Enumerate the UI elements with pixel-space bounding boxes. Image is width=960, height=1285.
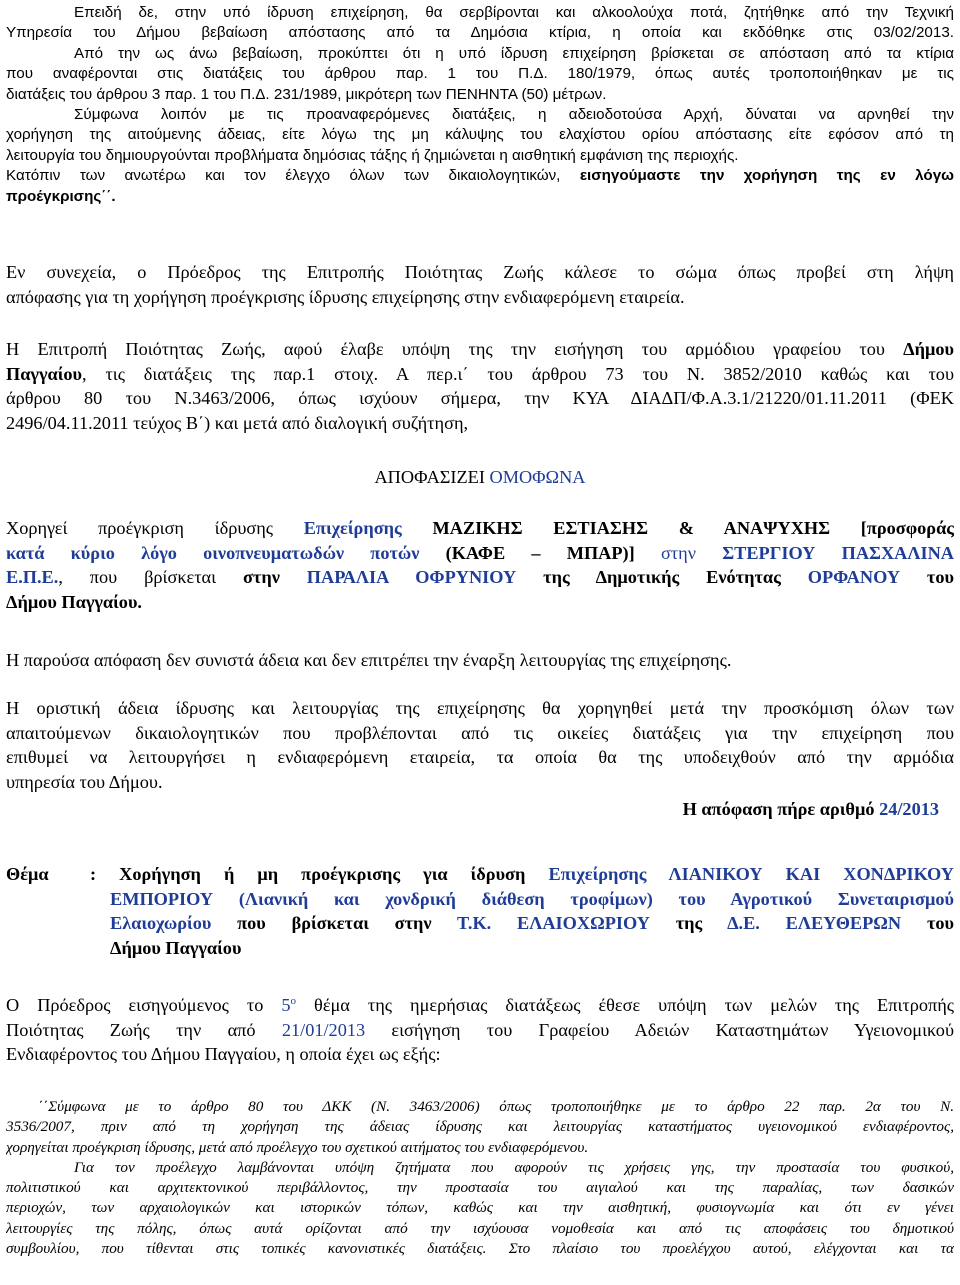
community-name: Τ.Κ. ΕΛΑΙΟΧΩΡΙΟΥ (457, 913, 650, 934)
paragraph-not-license (6, 648, 954, 673)
text-run: : Χορήγηση ή μη προέγκρισης για ίδρυση (90, 864, 549, 884)
text-run: Ο Πρόεδρος εισηγούμενος το (6, 995, 282, 1015)
business-type: ΛΙΑΝΙΚΟΥ ΚΑΙ ΧΟΝΔΡΙΚΟΥ (646, 864, 954, 884)
text-line (6, 187, 954, 207)
text-line (6, 590, 954, 615)
text-line (6, 1018, 954, 1043)
company-name: ΣΤΕΡΓΙΟΥ ΠΑΣΧΑΛΙΝΑ (722, 542, 954, 563)
text-line: Σύμφωνα λοιπόν με τις προαναφερόμενες διατάξεις, η αδειοδοτούσα Αρχή, δύναται να αρνηθεί την (74, 106, 954, 123)
text-line: επιθυμεί να λειτουργήσει η ενδιαφερόμενη εταιρεία, τα οποία θα της υποδειχθούν από την αρμόδια (6, 747, 954, 768)
text-line: ΄΄Σύμφωνα με το άρθρο 80 του ΔΚΚ (Ν. 3463/2006) όπως τροποποιήθηκε με το άρθρο 22 παρ. 2α του Ν. (38, 1098, 954, 1115)
municipality-name: Δήμου Παγγαίου. (6, 591, 143, 612)
business-word: Επιχείρησης (548, 864, 647, 884)
municipality-name: Δήμου Παγγαίου (110, 937, 242, 958)
text-run: στην (242, 567, 307, 588)
text-line: που αναφέρονται στις διατάξεις του άρθρου παρ. 1 του Π.Δ. 180/1979, όπως αυτές τροποποιήθηκαν με τις (6, 65, 954, 83)
text-run: Ποιότητας Ζωής την από (6, 1019, 282, 1040)
text-line (110, 887, 954, 912)
text-run: του (901, 913, 954, 934)
text-line: χορήγηση της αιτούμενης άδειας, είτε λόγω της μη κάλυψης του ελαχίστου ορίου απόστασης είτε εφόσον από τη (6, 126, 954, 144)
item-number (281, 995, 296, 1015)
quoted-proposal (6, 1097, 954, 1259)
subject-label-text: Θέμα (6, 864, 49, 884)
text-line (6, 993, 954, 1018)
decides-word: ΑΠΟΦΑΣΙΖΕΙ (374, 467, 485, 487)
proposal-date: 21/01/2013 (281, 1019, 366, 1040)
text-run: στην (634, 542, 723, 563)
unit-name: Δ.Ε. ΕΛΕΥΘΕΡΩΝ (727, 913, 902, 934)
business-type: κατά κύριο λόγο οινοπνευματωδών ποτών (6, 542, 420, 563)
cooperative-name: Ελαιοχωρίου (110, 913, 212, 934)
location-name: ΠΑΡΑΛΙΑ ΟΦΡΥΝΙΟΥ (306, 567, 517, 588)
decision-heading (6, 465, 954, 490)
subject-text (90, 862, 954, 960)
company-suffix: Ε.Π.Ε. (6, 567, 59, 588)
municipality-name: Παγγαίου (6, 363, 83, 384)
text-line (90, 862, 954, 887)
text-run: Η Επιτροπή Ποιότητας Ζωής, αφού έλαβε υπόψη της την εισήγηση του αρμόδιου γραφείου του (6, 339, 904, 359)
text-line: χορηγείται προέγκριση ίδρυσης, μετά από προέλεγχο του σχετικού αιτήματος του ενδιαφερόμενου. (6, 1138, 589, 1156)
paragraph-grant (6, 516, 954, 614)
text-run: της (516, 567, 596, 588)
item-number-value: 5 (281, 995, 291, 1015)
text-line: Η οριστική άδεια ίδρυσης και λειτουργίας της επιχείρησης θα χορηγηθεί μετά την προσκόμιση όλων των (6, 698, 954, 718)
business-type: (ΚΑΦΕ – ΜΠΑΡ)] (419, 542, 635, 563)
heading-line (6, 465, 954, 490)
text-run: Δημοτικής Ενότητας (595, 567, 808, 588)
text-line: Από την ως άνω βεβαίωση, προκύπτει ότι η υπό ίδρυση επιχείρηση βρίσκεται σε απόσταση από τα κτίρια (74, 44, 954, 62)
text-line: λειτουργία του δημιουργούνται προβλήματα δημόσιας τάξης ή ζημιώνεται η αισθητική εμφάνιση της περιοχής. (6, 146, 739, 164)
text-run: της (649, 913, 728, 934)
paragraph-final-license (6, 696, 954, 794)
business-word: Επιχείρησης (303, 518, 402, 538)
business-type: ΕΜΠΟΡΙΟΥ (Λιανική και χονδρική διάθεση τροφίμων) του Αγροτικού Συνεταιρισμού (110, 888, 954, 909)
text-line: πολιτιστικού και αρχιτεκτονικού περιβάλλοντος, την προστασία του αιγιαλού και της παραλίας, των δασικών (6, 1179, 954, 1197)
text-line: Επειδή δε, στην υπό ίδρυση επιχείρηση, θα σερβίρονται και αλκοολούχα ποτά, ζητήθηκε από την Τεχνική (74, 4, 954, 21)
text-line (110, 911, 954, 936)
text-run: του (900, 567, 954, 588)
decision-number-value: 24/2013 (879, 799, 939, 819)
text-run: Κατόπιν των ανωτέρω και τον έλεγχο όλων των δικαιολογητικών, (6, 167, 580, 185)
text-line: απόφασης για τη χορήγηση προέγκρισης ίδρυσης επιχείρησης στην ενδιαφερόμενη εταιρεία. (6, 286, 685, 307)
recommendation-text: προέγκρισης΄΄. (6, 187, 116, 205)
business-type: ΜΑΖΙΚΗΣ ΕΣΤΙΑΣΗΣ & ΑΝΑΨΥΧΗΣ [προσφοράς (401, 518, 954, 538)
text-line: Για τον προέλεγχο λαμβάνονται υπόψη ζητήματα που αφορούν τις χρήσεις γης, την προστασία του φυσικού, (74, 1158, 954, 1176)
decision-number (6, 797, 939, 822)
text-line (6, 362, 954, 387)
paragraph-president-proposal (6, 993, 954, 1067)
paragraph-president-call (6, 260, 954, 309)
decision-number-line (6, 797, 939, 822)
text-line (6, 337, 954, 362)
text-line: 2496/04.11.2011 τεύχος Β΄) και μετά από διαλογική συζήτηση, (6, 412, 469, 433)
text-line (6, 166, 954, 186)
paragraph-distance-certificate (6, 3, 954, 105)
text-run: που βρίσκεται στην (211, 913, 458, 934)
paragraph-authority-options (6, 105, 954, 207)
text-line: υπηρεσία του Δήμου. (6, 771, 163, 792)
text-line (6, 541, 954, 566)
text-line (110, 936, 954, 961)
text-run: , που βρίσκεται (58, 567, 243, 588)
text-run: εισήγηση του Γραφείου Αδειών Καταστημάτων Υγειονομικού (365, 1019, 954, 1040)
recommendation-text: εισηγούμαστε την χορήγηση της εν λόγω (579, 167, 954, 185)
paragraph-committee-considerations (6, 337, 954, 435)
subject-label (6, 862, 49, 887)
text-line: Η παρούσα απόφαση δεν συνιστά άδεια και δεν επιτρέπει την έναρξη λειτουργίας της επιχείρησης. (6, 650, 732, 670)
text-line: Εν συνεχεία, ο Πρόεδρος της Επιτροπής Ποιότητας Ζωής κάλεσε το σώμα όπως προβεί στη λήψη (6, 262, 954, 282)
municipality-name: Δήμου (903, 339, 954, 359)
text-run: , τις διατάξεις της παρ.1 στοιχ. Α περ.ι΄ του άρθρου 73 του Ν. 3852/2010 καθώς και του (82, 363, 954, 384)
text-line: συμβουλίου, που τίθενται στις τοπικές κανονιστικές διατάξεις. Στο πλαίσιο του προελέγχου αυτού, ελέγχονται και τα (6, 1240, 954, 1258)
text-line: περιοχών, των αρχαιολογικών και ιστορικών τόπων, καθώς και την αισθητική, φυσιογνωμία και ότι εν γένει (6, 1199, 954, 1217)
subject-continuation (110, 887, 954, 961)
text-line (6, 516, 954, 541)
text-line: απαιτούμενων δικαιολογητικών που προβλέπονται από τις οικείες διατάξεις για την επιχείρηση που (6, 722, 954, 743)
unit-name: ΟΡΦΑΝΟΥ (807, 567, 901, 588)
text-line (6, 565, 954, 590)
subject-block (6, 862, 954, 960)
ordinal-suffix: ο (290, 994, 297, 1007)
text-line: Ενδιαφέροντος του Δήμου Παγγαίου, η οποία έχει ως εξής: (6, 1044, 441, 1065)
text-line: Υπηρεσία του Δήμου βεβαίωση απόστασης από τα Δημόσια κτίρια, η οποία και εκδόθηκε στις 03/02/2013. (6, 24, 954, 42)
text-line: διατάξεις του άρθρου 3 παρ. 1 του Π.Δ. 231/1989, μικρότερη των ΠΕΝΗΝΤΑ (50) μέτρων. (6, 85, 607, 103)
text-line: λειτουργίες της πόλης, όπως αυτά ορίζονται από την ισχύουσα νομοθεσία και από τις αποφάσεις του δημοτικού (6, 1219, 954, 1237)
text-line: 3536/2007, πριν από τη χορήγηση της άδειας ίδρυσης και λειτουργίας καταστήματος υγειονομικού ενδιαφέροντος, (6, 1118, 954, 1136)
text-line: άρθρου 80 του Ν.3463/2006, όπως ισχύουν σήμερα, την ΚΥΑ ΔΙΑΔΠ/Φ.Α.3.1/21220/01.11.2011 (ΦΕΚ (6, 388, 954, 409)
decision-number-label: Η απόφαση πήρε αριθμό (682, 799, 880, 819)
text-run: Χορηγεί προέγκριση ίδρυσης (6, 518, 304, 538)
text-run: θέμα της ημερήσιας διατάξεως έθεσε υπόψη των μελών της Επιτροπής (296, 995, 954, 1015)
unanimously-word: ΟΜΟΦΩΝΑ (489, 467, 586, 487)
